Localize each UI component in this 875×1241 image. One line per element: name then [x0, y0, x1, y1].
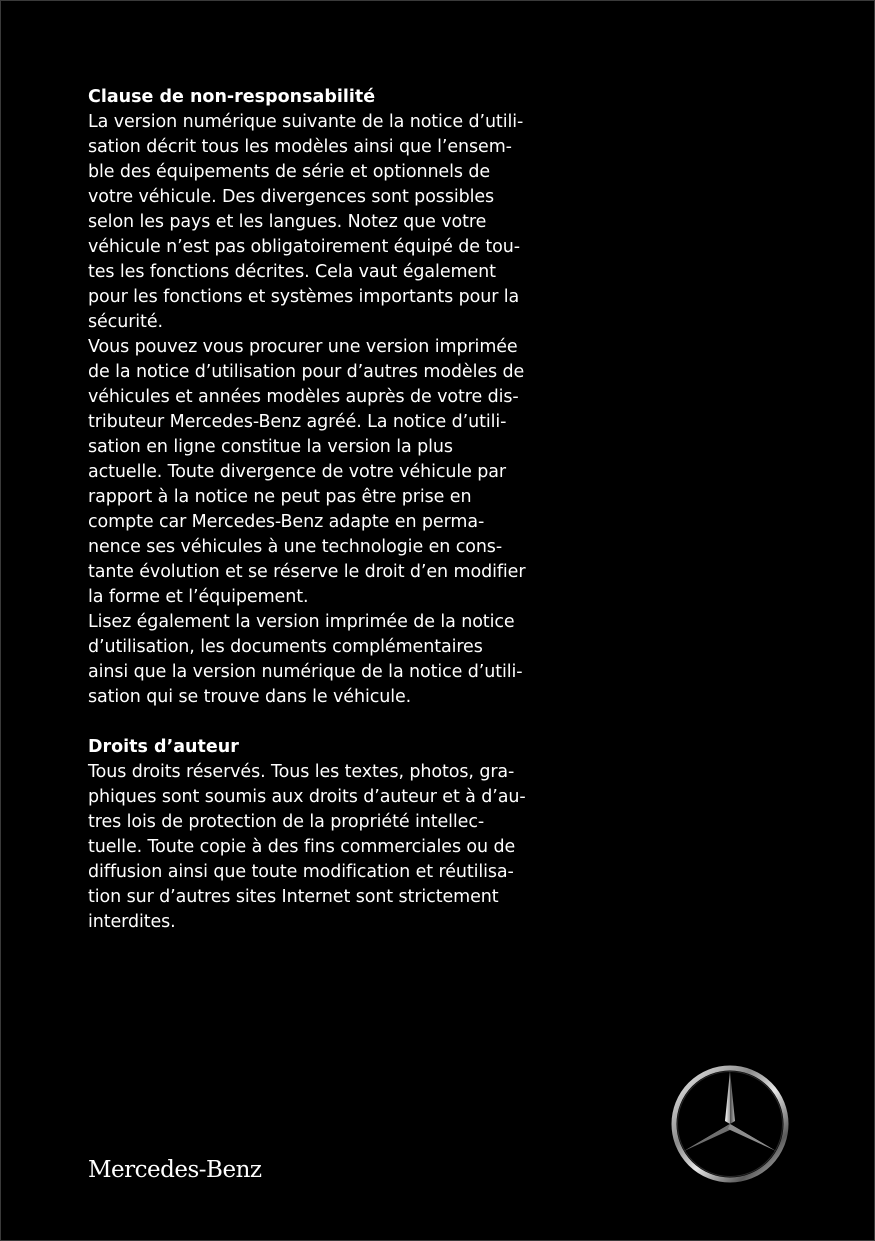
disclaimer-paragraph-2 — [88, 335, 558, 610]
text-line: de la notice d’utilisation pour d’autres modèles de — [88, 362, 525, 382]
text-line: compte car Mercedes-Benz adapte en perma- — [88, 512, 485, 532]
text-line: ble des équipements de série et optionnels de — [88, 162, 491, 182]
copyright-title: Droits d’auteur — [88, 737, 239, 757]
text-line: actuelle. Toute divergence de votre véhicule par — [88, 462, 506, 482]
brand-wordmark: Mercedes-Benz — [88, 1157, 262, 1183]
text-line: La version numérique suivante de la notice d’utili- — [88, 112, 524, 132]
text-line: véhicules et années modèles auprès de votre dis- — [88, 387, 519, 407]
text-line: tes les fonctions décrites. Cela vaut également — [88, 262, 496, 282]
text-line: la forme et l’équipement. — [88, 587, 309, 607]
text-line: tributeur Mercedes-Benz agréé. La notice d’utili- — [88, 412, 507, 432]
disclaimer-title: Clause de non-responsabilité — [88, 87, 376, 107]
text-line: nence ses véhicules à une technologie en cons- — [88, 537, 503, 557]
text-line: rapport à la notice ne peut pas être prise en — [88, 487, 472, 507]
text-line: sation qui se trouve dans le véhicule. — [88, 687, 412, 707]
mercedes-star-icon — [670, 1064, 790, 1184]
text-line: ainsi que la version numérique de la notice d’utili- — [88, 662, 523, 682]
text-line: Lisez également la version imprimée de la notice — [88, 612, 515, 632]
text-line: tres lois de protection de la propriété intellec- — [88, 812, 485, 832]
disclaimer-paragraph-1 — [88, 110, 558, 335]
disclaimer-paragraph-3 — [88, 610, 558, 710]
text-line: sécurité. — [88, 312, 163, 332]
text-line: d’utilisation, les documents complémentaires — [88, 637, 483, 657]
text-line: véhicule n’est pas obligatoirement équipé de tou- — [88, 237, 520, 257]
text-line: Vous pouvez vous procurer une version imprimée — [88, 337, 518, 357]
text-line: votre véhicule. Des divergences sont possibles — [88, 187, 495, 207]
text-line: sation décrit tous les modèles ainsi que l’ensem- — [88, 137, 512, 157]
text-line: Tous droits réservés. Tous les textes, photos, gra- — [88, 762, 515, 782]
text-line: interdites. — [88, 912, 176, 932]
text-line: tuelle. Toute copie à des fins commerciales ou de — [88, 837, 516, 857]
text-line: tante évolution et se réserve le droit d’en modifier — [88, 562, 526, 582]
section-spacer — [88, 710, 558, 735]
document-body — [88, 85, 558, 935]
text-line: sation en ligne constitue la version la plus — [88, 437, 453, 457]
copyright-paragraph — [88, 760, 558, 935]
text-line: pour les fonctions et systèmes importants pour la — [88, 287, 520, 307]
text-line: phiques sont soumis aux droits d’auteur et à d’au- — [88, 787, 526, 807]
text-line: tion sur d’autres sites Internet sont strictement — [88, 887, 499, 907]
text-line: diffusion ainsi que toute modification et réutilisa- — [88, 862, 514, 882]
text-line: selon les pays et les langues. Notez que votre — [88, 212, 487, 232]
